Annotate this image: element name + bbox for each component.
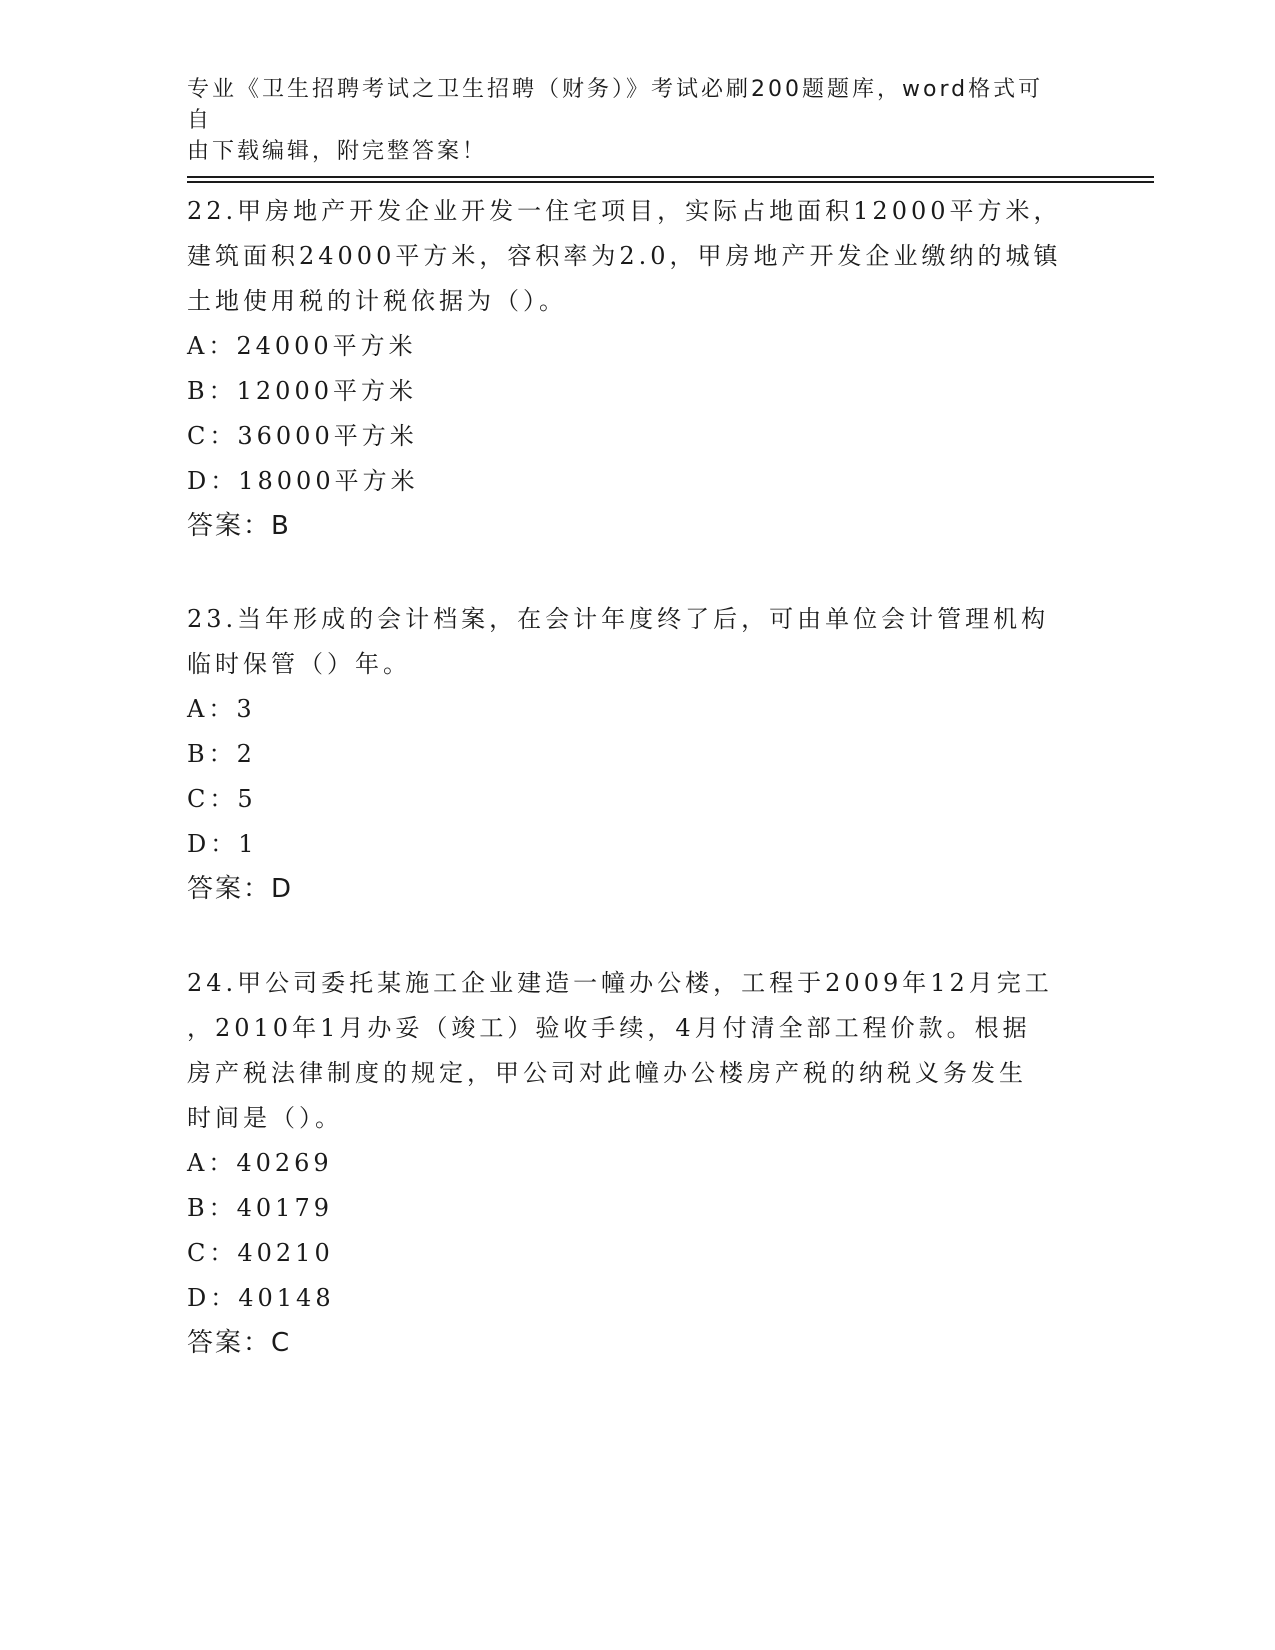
document-header [187, 74, 1067, 167]
header-divider-top [187, 176, 1154, 178]
question-text-line: 23.当年形成的会计档案，在会计年度终了后，可由单位会计管理机构 [187, 605, 1050, 633]
question-text-line: ，2010年1月办妥（竣工）验收手续，4月付清全部工程价款。根据 [187, 1014, 1031, 1042]
option-a: A：40269 [187, 1149, 333, 1177]
question-text-line: 时间是（）。 [187, 1104, 343, 1132]
option-b: B：12000平方米 [187, 377, 417, 405]
header-title-line-2: 由下载编辑，附完整答案！ [187, 139, 488, 164]
question-24 [187, 961, 1087, 1366]
option-a: A：24000平方米 [187, 332, 417, 360]
header-title-line-1: 专业《卫生招聘考试之卫生招聘（财务）》考试必刷200题题库，word格式可自 [187, 77, 1044, 133]
option-a: A：3 [187, 695, 256, 723]
question-text-line: 房产税法律制度的规定，甲公司对此幢办公楼房产税的纳税义务发生 [187, 1059, 1027, 1087]
option-d: D：40148 [187, 1284, 335, 1312]
option-c: C：36000平方米 [187, 422, 418, 450]
question-text-line: 临时保管（）年。 [187, 650, 411, 678]
option-b: B：2 [187, 740, 256, 768]
question-text-line: 22.甲房地产开发企业开发一住宅项目，实际占地面积12000平方米， [187, 197, 1062, 225]
question-text-line: 24.甲公司委托某施工企业建造一幢办公楼，工程于2009年12月完工 [187, 969, 1053, 997]
option-d: D：1 [187, 830, 258, 858]
option-c: C：5 [187, 785, 257, 813]
answer-line: 答案：D [187, 874, 294, 904]
option-d: D：18000平方米 [187, 467, 419, 495]
option-b: B：40179 [187, 1194, 333, 1222]
option-c: C：40210 [187, 1239, 334, 1267]
question-text-line: 土地使用税的计税依据为（）。 [187, 287, 567, 315]
answer-line: 答案：B [187, 511, 291, 541]
answer-line: 答案：C [187, 1328, 292, 1358]
header-divider-bottom [187, 181, 1154, 183]
question-text-line: 建筑面积24000平方米，容积率为2.0，甲房地产开发企业缴纳的城镇 [187, 242, 1062, 270]
question-23 [187, 597, 1087, 912]
question-22 [187, 189, 1087, 549]
